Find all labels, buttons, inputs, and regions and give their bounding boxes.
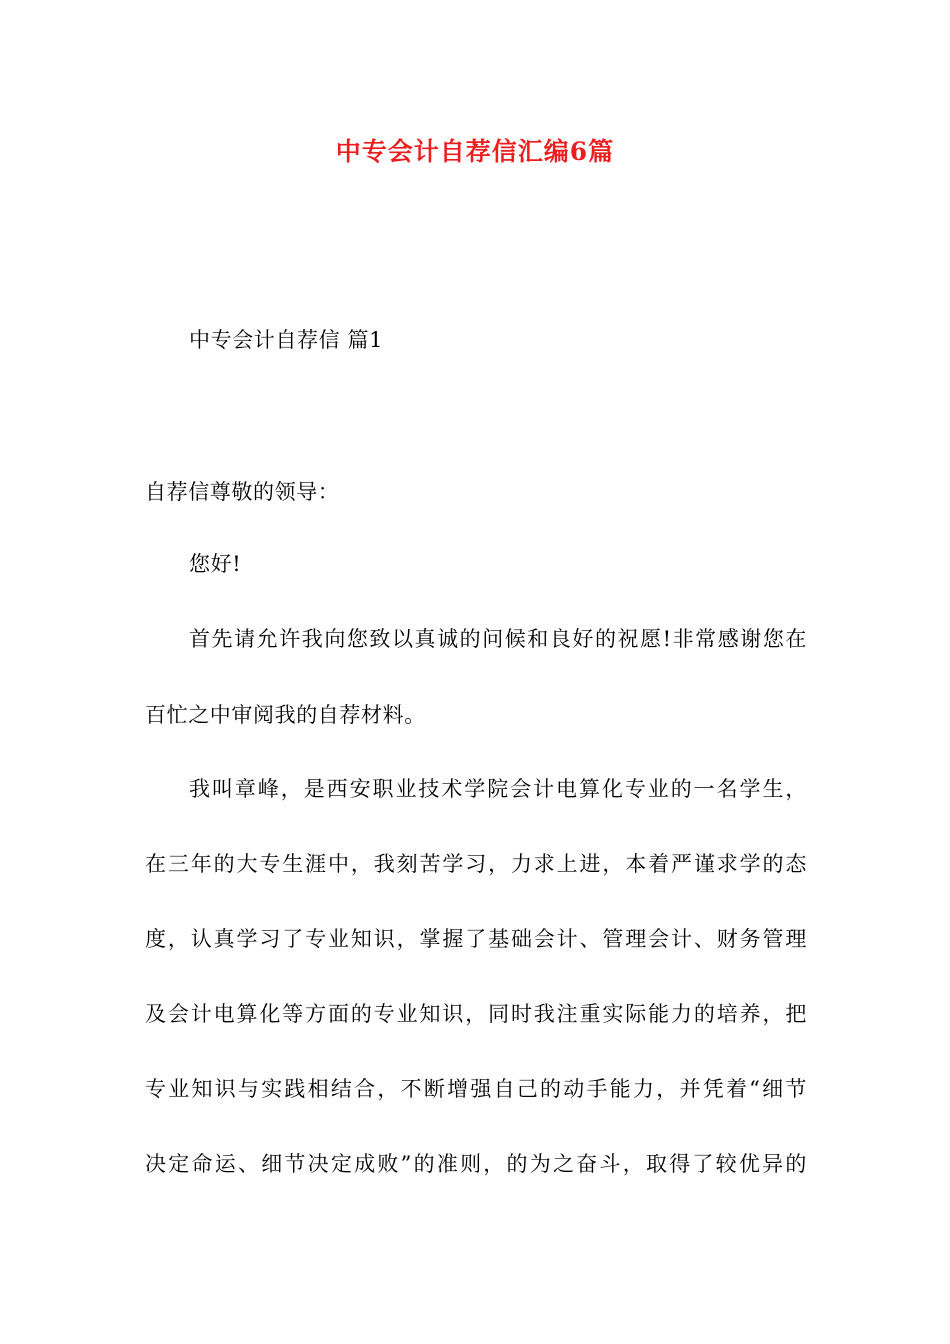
body-line: 我叫章峰，是西安职业技术学院会计电算化专业的一名学生， xyxy=(189,777,807,801)
body-line: 首先请允许我向您致以真诚的问候和良好的祝愿!非常感谢您在 xyxy=(189,627,807,651)
body-line: 在三年的大专生涯中，我刻苦学习，力求上进，本着严谨求学的态 xyxy=(145,852,807,876)
body-line: 专业知识与实践相结合，不断增强自己的动手能力，并凭着“细节 xyxy=(145,1077,807,1101)
body-line: 度，认真学习了专业知识，掌握了基础会计、管理会计、财务管理 xyxy=(145,927,807,951)
document-title: 中专会计自荐信汇编6篇 xyxy=(335,137,615,166)
salutation-line: 自荐信尊敬的领导： xyxy=(145,480,340,504)
greeting-line: 您好! xyxy=(189,552,242,576)
body-line: 百忙之中审阅我的自荐材料。 xyxy=(145,703,426,727)
body-line: 及会计电算化等方面的专业知识，同时我注重实际能力的培养，把 xyxy=(145,1002,807,1026)
body-line: 决定命运、细节决定成败”的准则，的为之奋斗，取得了较优异的 xyxy=(145,1152,807,1176)
section-heading: 中专会计自荐信 篇1 xyxy=(189,328,384,352)
